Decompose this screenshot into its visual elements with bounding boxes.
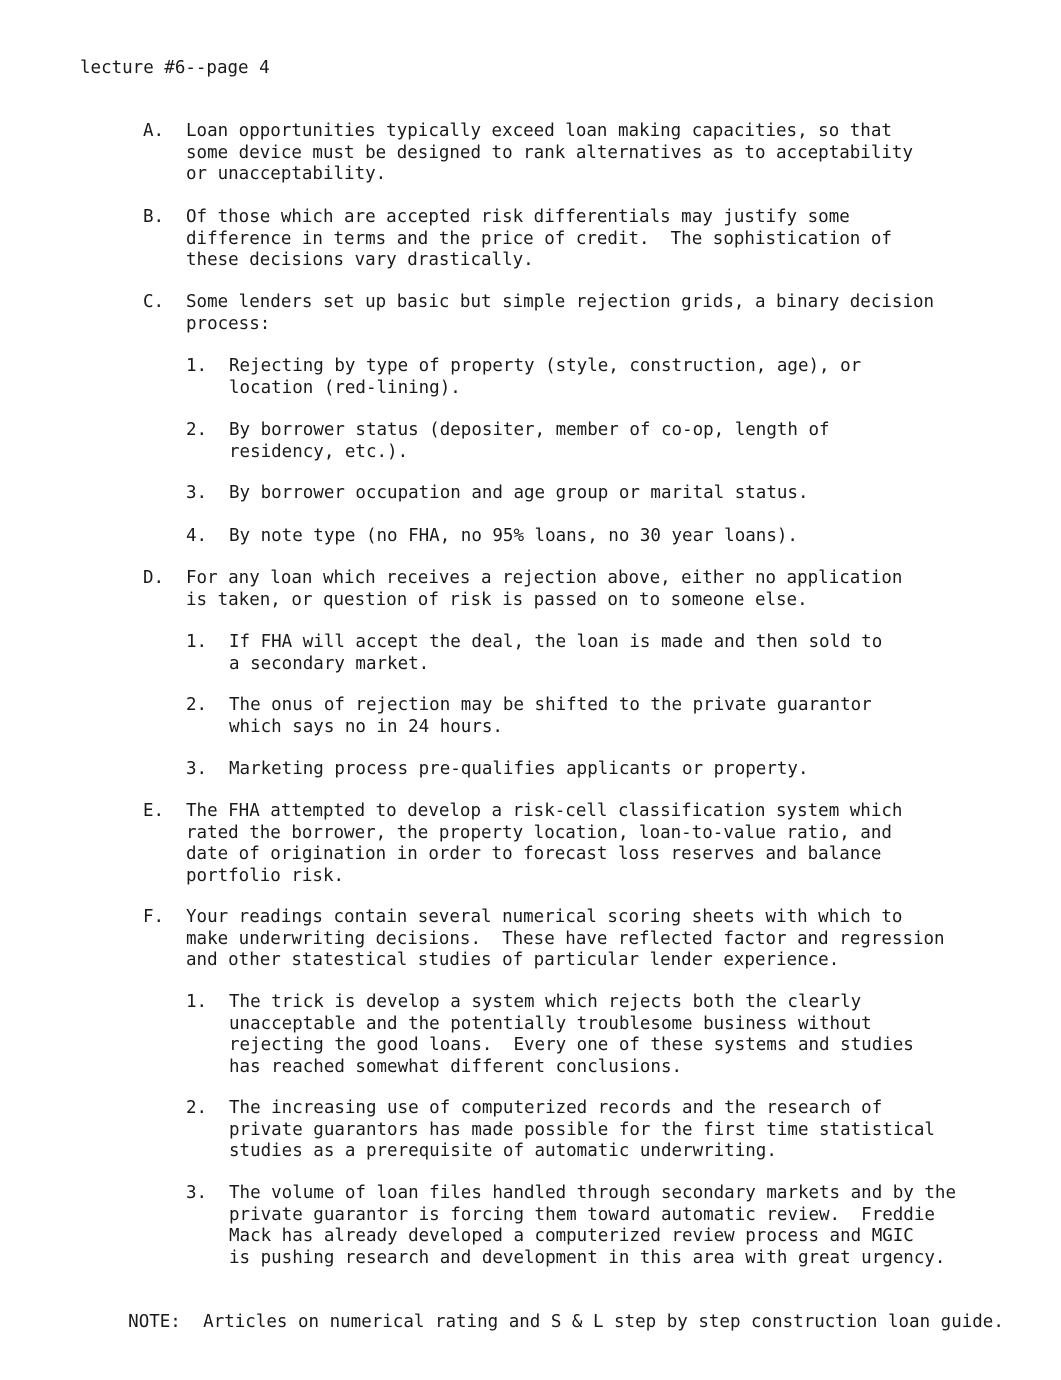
note-label: NOTE: (128, 1311, 181, 1332)
item-text: Marketing process pre-qualifies applicants or property. (229, 759, 809, 779)
item-text: The trick is develop a system which rejects both the clearly unacceptable and the potentially troublesome business without rejecting the good loans. Every one of these systems and studies has reached somewhat different conclusions. (229, 992, 914, 1077)
section-label: C. (143, 292, 165, 312)
section-label: A. (143, 121, 165, 141)
item-text: The increasing use of computerized records and the research of private guarantors has made possible for the first time statistical studies as a prerequisite of automatic underwriting. (229, 1098, 935, 1161)
item-label: 2. (186, 420, 208, 440)
item-label: 1. (186, 632, 208, 652)
section-text: Loan opportunities typically exceed loan making capacities, so that some device must be designed to rank alternatives as to acceptability or unacceptability. (186, 121, 913, 184)
section-label: D. (143, 568, 165, 588)
item-text: The onus of rejection may be shifted to the private guarantor which says no in 24 hours. (229, 695, 872, 737)
item-label: 2. (186, 695, 208, 715)
item-label: 3. (186, 483, 208, 503)
item-text: The volume of loan files handled through secondary markets and by the private guarantor is forcing them toward automatic review. Freddie Mack has already developed a computerized review process and MGIC is pushing research and development in this area with great urgency. (229, 1183, 956, 1268)
item-label: 1. (186, 356, 208, 376)
section-label: E. (143, 801, 165, 821)
section-text: For any loan which receives a rejection above, either no application is taken, or question of risk is passed on to someone else. (186, 568, 903, 610)
item-label: 3. (186, 1183, 208, 1203)
note-text: Articles on numerical rating and S & L step by step construction loan guide. (203, 1311, 1004, 1332)
item-label: 3. (186, 759, 208, 779)
item-text: By borrower occupation and age group or marital status. (229, 483, 809, 503)
item-label: 1. (186, 992, 208, 1012)
item-text: Rejecting by type of property (style, construction, age), or location (red-lining). (229, 356, 862, 398)
item-text: By note type (no FHA, no 95% loans, no 30 year loans). (229, 526, 798, 546)
section-text: Some lenders set up basic but simple rejection grids, a binary decision process: (186, 292, 935, 334)
item-label: 2. (186, 1098, 208, 1118)
page-header: lecture #6--page 4 (80, 58, 270, 78)
item-text: By borrower status (depositer, member of co-op, length of residency, etc.). (229, 420, 830, 462)
section-label: F. (143, 907, 165, 927)
section-text: Your readings contain several numerical scoring sheets with which to make underwriting decisions. These have reflected factor and regression and other statestical studies of particular lender experience. (186, 907, 945, 970)
item-label: 4. (186, 526, 208, 546)
section-label: B. (143, 207, 165, 227)
item-text: If FHA will accept the deal, the loan is made and then sold to a secondary market. (229, 632, 883, 674)
section-text: The FHA attempted to develop a risk-cell classification system which rated the borrower, the property location, loan-to-value ratio, and date of origination in order to forecast loss reserves and balance portfolio risk. (186, 801, 903, 886)
section-text: Of those which are accepted risk differentials may justify some difference in terms and the price of credit. The sophistication of these decisions vary drastically. (186, 207, 892, 270)
footnote (86, 1290, 1004, 1355)
